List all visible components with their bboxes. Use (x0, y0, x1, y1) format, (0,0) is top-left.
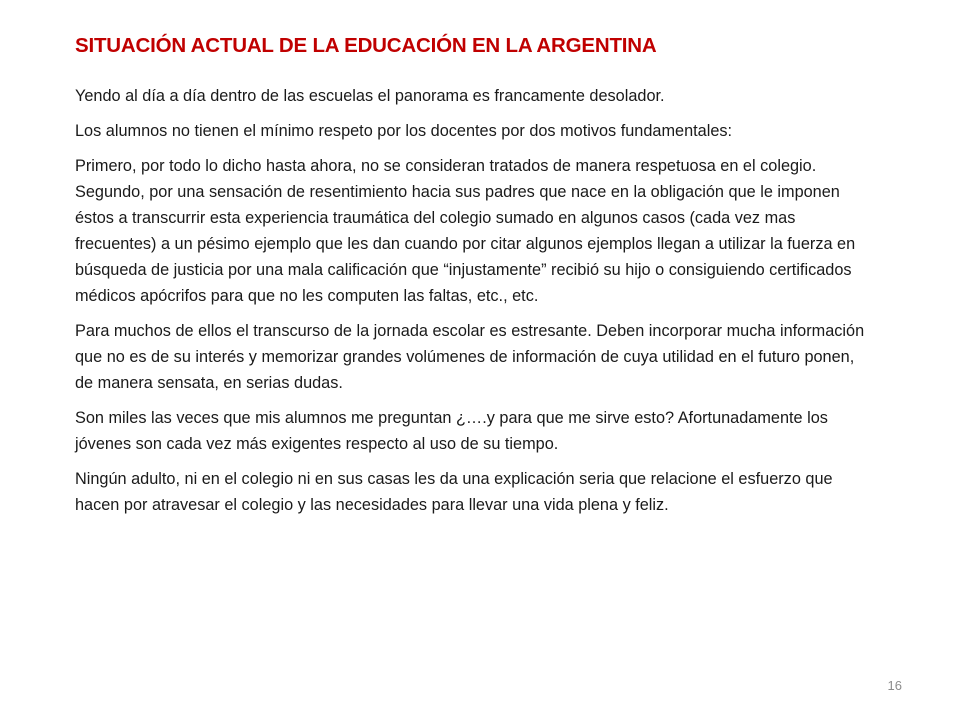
paragraph-questions: Son miles las veces que mis alumnos me preguntan ¿….y para que me sirve esto? Afortunadamente los jóvenes son cada vez más exigentes respecto al uso de su tiempo. (75, 409, 828, 453)
paragraph-second-motive: Segundo, por una sensación de resentimiento hacia sus padres que nace en la obligación que le imponen éstos a transcurrir esta experiencia traumática del colegio sumado en algunos casos (cada vez mas frecuentes) a un pésimo ejemplo que les dan cuando por citar algunos ejemplos llegan a utilizar la fuerza en búsqueda de justicia por una mala calificación que “injustamente” recibió su hijo o consiguiendo certificados médicos apócrifos para que no les computen las faltas, etc., etc. (75, 183, 856, 305)
paragraph-stress: Para muchos de ellos el transcurso de la jornada escolar es estresante. Deben incorporar mucha información que no es de su interés y memorizar grandes volúmenes de información de cuya utilidad en el futuro ponen, de manera sensata, en serias dudas. (75, 322, 865, 392)
page-number: 16 (887, 678, 902, 693)
slide-title: SITUACIÓN ACTUAL DE LA EDUCACIÓN EN LA ARGENTINA (75, 34, 657, 57)
paragraph-intro: Yendo al día a día dentro de las escuelas el panorama es francamente desolador. (75, 87, 665, 105)
paragraph-first-motive: Primero, por todo lo dicho hasta ahora, no se consideran tratados de manera respetuosa en el colegio. (75, 157, 817, 175)
paragraph-no-adult: Ningún adulto, ni en el colegio ni en sus casas les da una explicación seria que relacione el esfuerzo que hacen por atravesar el colegio y las necesidades para llevar una vida plena y feliz. (75, 470, 833, 514)
slide-body (75, 83, 865, 527)
paragraph-motives: Los alumnos no tienen el mínimo respeto por los docentes por dos motivos fundamentales: (75, 122, 733, 140)
